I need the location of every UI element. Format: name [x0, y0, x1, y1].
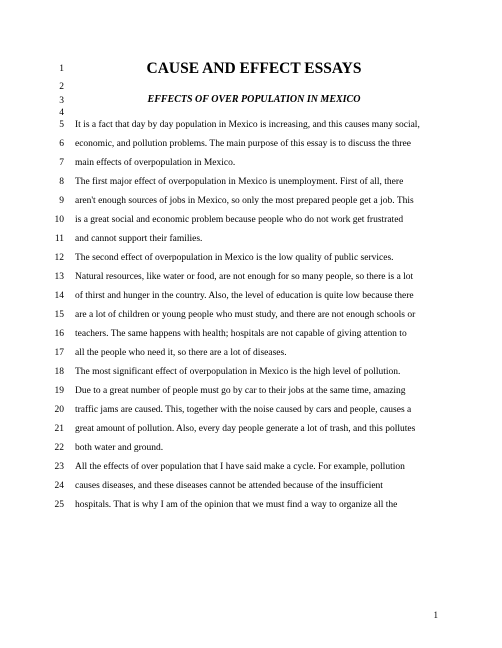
line-number: 22: [54, 443, 64, 453]
line-number: 14: [54, 291, 64, 301]
line-number: 13: [54, 272, 64, 282]
line-number: 19: [54, 386, 64, 396]
document-title: CAUSE AND EFFECT ESSAYS: [146, 60, 362, 77]
line-number: 24: [54, 481, 64, 491]
text-line: are a lot of children or young people who must study, and there are not enough schools or: [75, 310, 416, 320]
text-line: of thirst and hunger in the country. Also, the level of education is quite low because there: [75, 291, 414, 301]
line-number: 15: [54, 310, 64, 320]
page-number: 1: [433, 610, 438, 620]
line-number: 18: [54, 367, 64, 377]
text-line: Due to a great number of people must go by car to their jobs at the same time, amazing: [75, 386, 406, 396]
text-line: Natural resources, like water or food, are not enough for so many people, so there is a lot: [75, 272, 414, 282]
line-number: 2: [59, 82, 64, 92]
text-line: main effects of overpopulation in Mexico.: [75, 158, 236, 168]
line-number: 16: [54, 329, 64, 339]
line-number: 9: [59, 196, 64, 206]
text-line: economic, and pollution problems. The main purpose of this essay is to discuss the three: [75, 139, 411, 149]
text-line: both water and ground.: [75, 443, 164, 453]
line-number: 21: [54, 424, 64, 434]
text-line: teachers. The same happens with health; hospitals are not capable of giving attention to: [75, 329, 407, 339]
text-line: All the effects of over population that I have said make a cycle. For example, pollution: [75, 462, 405, 472]
line-number: 20: [54, 405, 64, 415]
line-number: 12: [54, 253, 64, 263]
text-line: causes diseases, and these diseases cannot be attended because of the insufficient: [75, 481, 383, 491]
text-line: The most significant effect of overpopulation in Mexico is the high level of pollution.: [75, 367, 401, 377]
line-number: 1: [59, 64, 64, 74]
line-number: 10: [54, 215, 64, 225]
text-line: is a great social and economic problem because people who do not work get frustrated: [75, 215, 404, 225]
text-line: The second effect of overpopulation in Mexico is the low quality of public services.: [75, 253, 394, 263]
line-number: 25: [54, 500, 64, 510]
line-number: 3: [59, 96, 64, 106]
text-line: aren't enough sources of jobs in Mexico, so only the most prepared people get a job. This: [75, 196, 414, 206]
document-subtitle: EFFECTS OF OVER POPULATION IN MEXICO: [147, 94, 361, 105]
line-number: 7: [59, 158, 64, 168]
text-line: It is a fact that day by day population in Mexico is increasing, and this causes many social,: [75, 120, 420, 130]
line-number: 6: [59, 139, 64, 149]
line-number: 4: [59, 108, 64, 118]
text-line: traffic jams are caused. This, together with the noise caused by cars and people, causes a: [75, 405, 412, 415]
line-number: 11: [54, 234, 64, 244]
text-line: and cannot support their families.: [75, 234, 203, 244]
line-number: 5: [59, 120, 64, 130]
line-number: 8: [59, 177, 64, 187]
line-number: 23: [54, 462, 64, 472]
text-line: great amount of pollution. Also, every day people generate a lot of trash, and this pollutes: [75, 424, 416, 434]
text-line: all the people who need it, so there are a lot of diseases.: [75, 348, 287, 358]
text-line: The first major effect of overpopulation in Mexico is unemployment. First of all, there: [75, 177, 404, 187]
text-line: hospitals. That is why I am of the opinion that we must find a way to organize all the: [75, 500, 398, 510]
line-number: 17: [54, 348, 64, 358]
